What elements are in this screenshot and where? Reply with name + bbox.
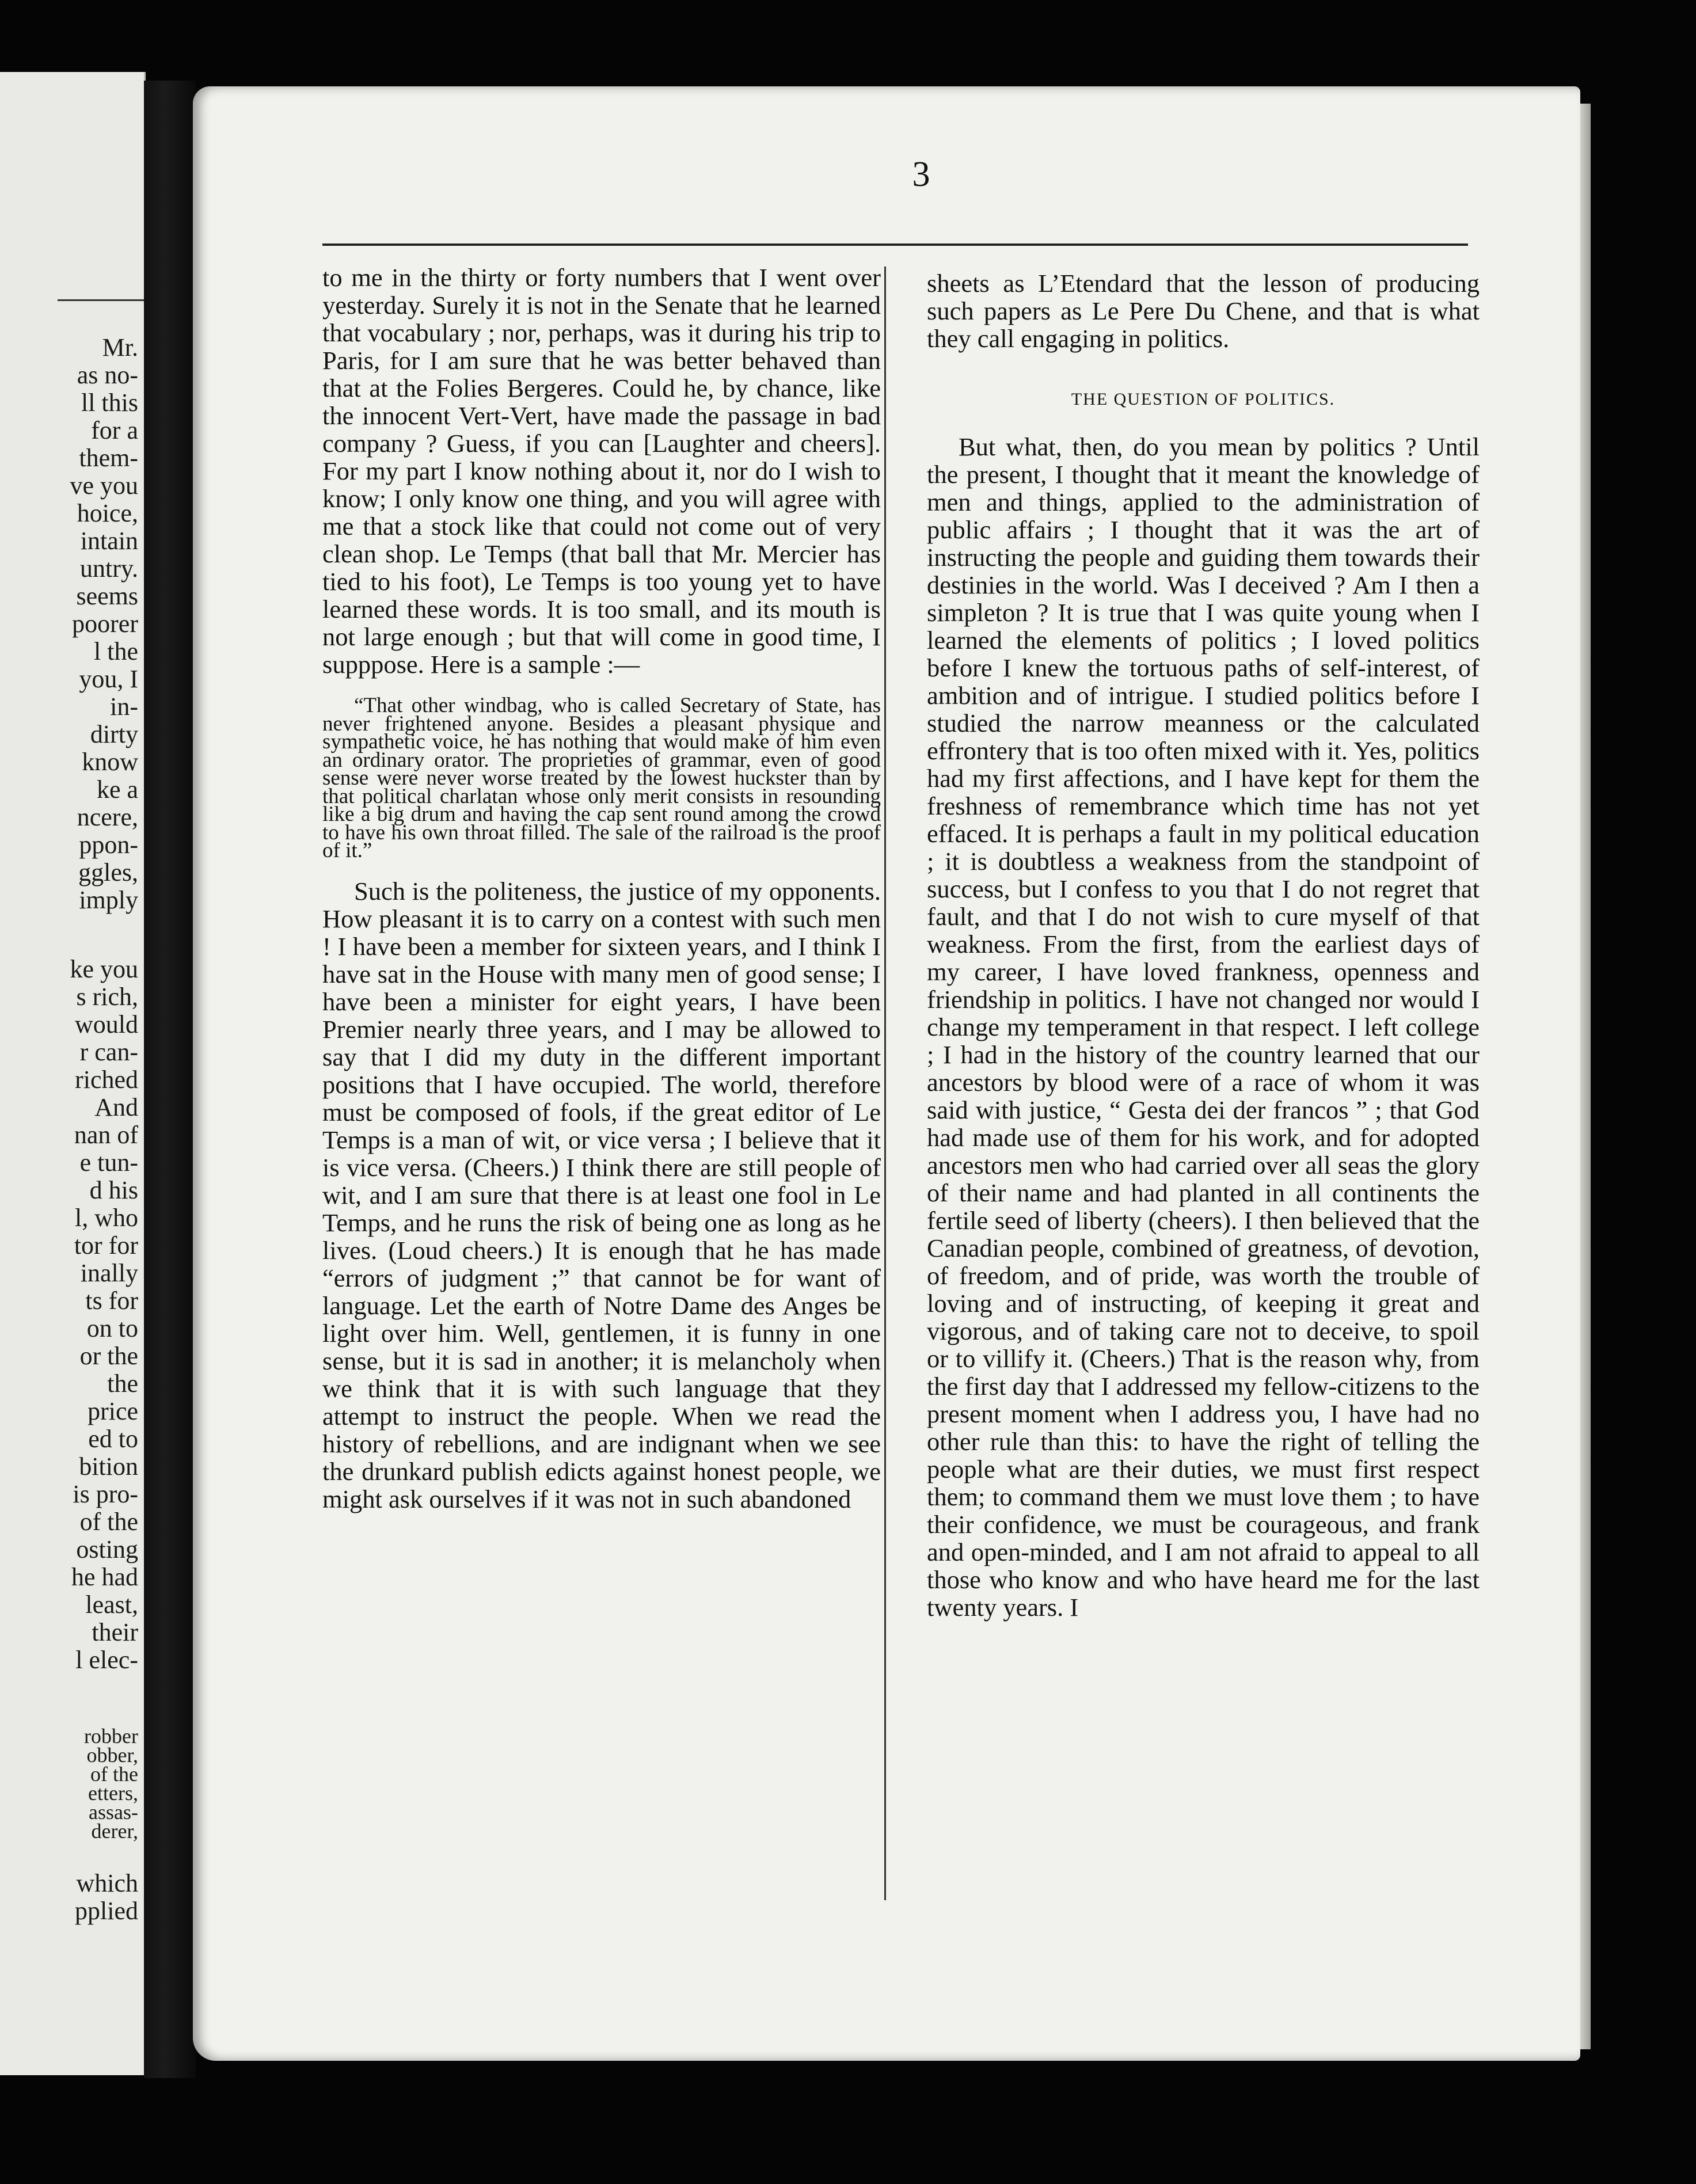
left-fragment-line: inally <box>80 1259 138 1287</box>
left-page-text <box>6 334 138 1925</box>
left-fragment-line: robber <box>84 1725 138 1748</box>
left-fragment-line: obber, <box>86 1744 138 1767</box>
left-fragment-block-1 <box>6 334 138 914</box>
paragraph-left-2: Such is the politeness, the justice of my opponents. How pleasant it is to carry on a contest with such men ! I have been a member for sixteen years, and I think I have sat in the House with many men of good sense; I have been a minister for eight years, I have been Premier nearly three years, and I may be allowed to say that I did my duty in the different important positions that I have occupied. The world, therefore must be composed of fools, if the great editor of Le Temps is a man of wit, or vice versa ; I believe that it is vice versa. (Cheers.) I think there are still people of wit, and I am sure that there is at least one fool in Le Temps, and he runs the risk of being one as long as he lives. (Loud cheers.) It is enough that he has made “errors of judgment ;” that cannot be for want of language. Let the earth of Notre Dame des Anges be light over him. Well, gentlemen, it is funny in one sense, but it is sad in another; it is melancholy when we think that it is with such language that they attempt to instruct the people. When we read the history of rebellions, and are indignant when we see the drunkard publish edicts against honest people, we might ask ourselves if it was not in such abandoned <box>322 876 881 1513</box>
left-fragment-line: s rich, <box>76 983 138 1011</box>
left-fragment-line: l elec- <box>75 1646 138 1674</box>
left-fragment-line: ve you <box>70 471 138 500</box>
left-fragment-line: of the <box>90 1763 138 1786</box>
left-fragment-block-2 <box>6 956 138 1674</box>
left-fragment-line: Mr. <box>102 333 138 362</box>
left-fragment-line: untry. <box>79 554 138 583</box>
page-number: 3 <box>912 155 930 194</box>
left-page-fragment <box>0 72 146 2075</box>
section-heading: THE QUESTION OF POLITICS. <box>1071 390 1336 409</box>
left-fragment-line: you, I <box>79 665 138 693</box>
left-fragment-line: ke you <box>70 955 138 983</box>
left-fragment-line: is pro- <box>73 1480 138 1508</box>
left-fragment-line: ke a <box>96 775 138 804</box>
left-fragment-line: imply <box>79 886 138 914</box>
left-fragment-line: seems <box>76 582 138 610</box>
left-fragment-line: osting <box>76 1535 138 1563</box>
left-fragment-line: ggles, <box>78 858 138 886</box>
left-fragment-line: bition <box>79 1452 138 1481</box>
block-quote: “That other windbag, who is called Secretary of State, has never frightened anyone. Besides a pleasant physique and sympathetic voice, he has nothing that would make of him even an ordinary orator. The proprieties of grammar, even of good sense were never worse treated by the lowest huckster than by that political charlatan whose only merit consists in resounding like a big drum and having the cap sent round among the crowd to have his own throat filled. The sale of the railroad is the proof of it.” <box>322 694 881 862</box>
left-fragment-line: he had <box>71 1563 138 1591</box>
left-fragment-line: nan of <box>74 1121 138 1149</box>
left-fragment-line: which <box>76 1869 138 1897</box>
left-fragment-line: derer, <box>91 1820 138 1843</box>
left-fragment-line: least, <box>85 1591 138 1619</box>
column-divider <box>884 267 886 1900</box>
left-fragment-line: ncere, <box>77 803 138 831</box>
left-fragment-line: in- <box>110 693 138 721</box>
paragraph-left-1: to me in the thirty or forty numbers that I went over yesterday. Surely it is not in the Senate that he learned that vocabulary ; nor, perhaps, was it during his trip to Paris, for I am sure that he was better behaved than that at the Folies Bergeres. Could he, by chance, like the innocent Vert-Vert, have made the passage in bad company ? Guess, if you can [Laughter and cheers]. For my part I know nothing about it, nor do I wish to know; I only know one thing, and you will agree with me that a stock like that could not come out of very clean shop. Le Temps (that ball that Mr. Mercier has tied to his foot), Le Temps is too young yet to have learned these words. It is too small, and its mouth is not large enough ; but that will come in good time, I supppose. Here is a sample :— <box>322 263 881 679</box>
left-page-rule <box>58 299 144 301</box>
left-fragment-line: l, who <box>75 1204 138 1232</box>
left-fragment-block-4 <box>6 1870 138 1925</box>
left-fragment-line: poorer <box>72 610 138 638</box>
left-fragment-line: ppon- <box>79 831 138 859</box>
left-fragment-line: riched <box>75 1066 138 1094</box>
left-fragment-line: l the <box>94 637 138 665</box>
left-fragment-line: hoice, <box>77 499 138 527</box>
left-fragment-line: dirty <box>90 720 138 748</box>
left-fragment-line: them- <box>79 444 138 472</box>
left-fragment-line: for a <box>91 416 138 444</box>
book-gutter <box>144 81 196 2078</box>
right-column <box>927 269 1480 1621</box>
header-rule <box>322 243 1468 246</box>
page-edge <box>1580 104 1591 2049</box>
left-fragment-line: etters, <box>88 1782 138 1805</box>
left-fragment-line: of the <box>79 1508 138 1536</box>
left-column <box>322 264 881 1513</box>
left-fragment-line: price <box>88 1397 138 1425</box>
left-fragment-line: on to <box>86 1314 138 1342</box>
left-fragment-line: know <box>82 748 138 776</box>
left-fragment-line: pplied <box>75 1897 138 1925</box>
left-fragment-line: assas- <box>89 1801 138 1824</box>
left-fragment-line: would <box>75 1010 138 1038</box>
left-fragment-line: r can- <box>79 1038 138 1066</box>
left-fragment-line: And <box>94 1093 138 1121</box>
left-fragment-line: intain <box>80 527 138 555</box>
left-fragment-line: their <box>92 1618 138 1646</box>
left-fragment-line: as no- <box>77 361 138 389</box>
left-fragment-line: or the <box>79 1342 138 1370</box>
left-fragment-line: the <box>107 1369 138 1398</box>
left-fragment-line: d his <box>89 1176 138 1204</box>
left-fragment-line: ed to <box>88 1425 138 1453</box>
left-fragment-line: e tun- <box>79 1148 138 1177</box>
left-fragment-block-3 <box>6 1727 138 1841</box>
paragraph-right-2: But what, then, do you mean by politics ? Until the present, I thought that it meant the knowledge of men and things, applied to the administration of public affairs ; I thought that it was the art of instructing the people and guiding them towards their destinies in the world. Was I deceived ? Am I then a simpleton ? It is true that I was quite young when I learned the elements of politics ; I loved politics before I knew the tortuous paths of self-interest, of ambition and of intrigue. I studied politics before I studied the narrow meanness or the calculated effrontery that is too often mixed with it. Yes, politics had my first affections, and I have kept for them the freshness of remembrance which time has not yet effaced. It is perhaps a fault in my political education ; it is doubtless a weakness from the standpoint of success, but I confess to you that I do not regret that fault, and that I do not wish to cure myself of that weakness. From the first, from the earliest days of my career, I have loved frankness, openness and friendship in politics. I have not changed nor would I change my temperament in that respect. I left college ; I had in the history of the country learned that our ancestors by blood were of a race of whom it was said with justice, “ Gesta dei der francos ” ; that God had made use of them for his work, and for adopted ancestors men who had carried over all seas the glory of their name and had planted in all continents the fertile seed of liberty (cheers). I then believed that the Canadian people, combined of greatness, of devotion, of freedom, and of pride, was worth the trouble of loving and of instructing, of keeping it great and vigorous, and of taking care not to deceive, to spoil or to villify it. (Cheers.) That is the reason why, from the first day that I addressed my fellow-citizens to the present moment when I address you, I have had no other rule than this: to have the right of telling the people what are their duties, we must first respect them; to command them we must love them ; to have their confidence, we must be courageous, and frank and open-minded, and I am not afraid to appeal to all those who know and who have heard me for the last twenty years. I <box>927 432 1480 1622</box>
left-fragment-line: ts for <box>85 1287 138 1315</box>
left-fragment-line: ll this <box>81 389 138 417</box>
paragraph-right-1: sheets as L’Etendard that the lesson of producing such papers as Le Pere Du Chene, and that is what they call engaging in politics. <box>927 269 1480 353</box>
left-fragment-line: tor for <box>74 1231 138 1260</box>
